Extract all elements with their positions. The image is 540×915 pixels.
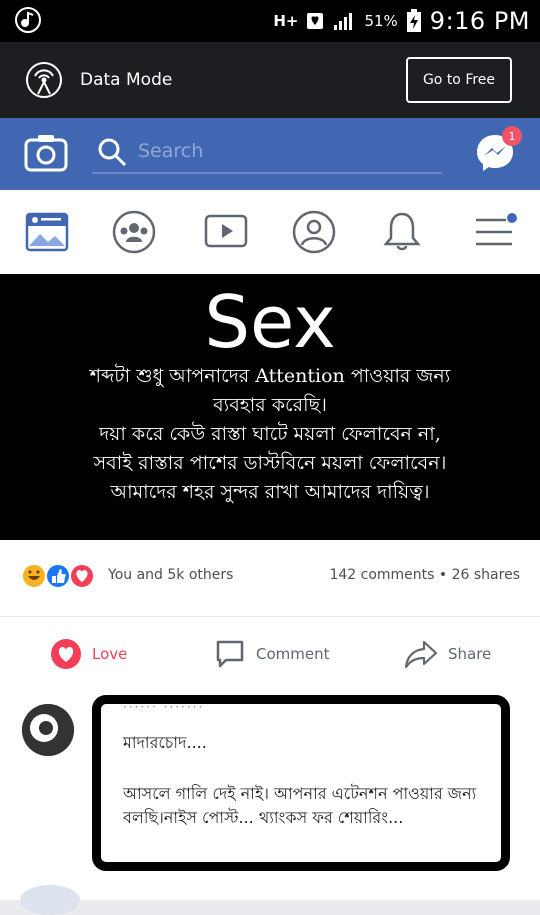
menu-icon[interactable] — [470, 208, 518, 256]
reaction-emojis-icon[interactable] — [20, 562, 102, 590]
camera-icon[interactable] — [24, 132, 68, 172]
app-notification-icon — [14, 6, 42, 34]
comment-icon — [214, 638, 246, 670]
status-bar — [0, 0, 540, 42]
comment-button[interactable] — [214, 637, 330, 671]
search-icon — [96, 136, 128, 168]
comment-text-line2: আসলে গালি দেই নাই। আপনার এটেনশন পাওয়ার জন্য বলছি।নাইস পোস্ট... থ্যাংকস ফর শেয়ারিং... — [123, 784, 477, 827]
shares-count[interactable]: 26 shares — [451, 567, 520, 583]
comment-text-line1: মাদারচোদ.... — [123, 733, 207, 752]
data-mode-bar — [0, 42, 540, 118]
reactions-count-text[interactable]: You and 5k others — [108, 567, 234, 583]
search-placeholder: Search — [138, 140, 204, 162]
search-input[interactable] — [92, 132, 442, 174]
post-text-line: ব্যবহার করেছি। — [213, 394, 327, 416]
reactions-summary — [0, 540, 540, 616]
notification-icon — [306, 12, 324, 30]
post-image[interactable] — [0, 274, 540, 540]
clock: 9:16 PM — [429, 7, 530, 35]
broadcast-icon — [24, 60, 64, 100]
messenger-button[interactable] — [474, 129, 516, 174]
love-button[interactable] — [50, 637, 127, 671]
comment-bubble[interactable] — [92, 695, 510, 871]
go-to-free-button[interactable]: Go to Free — [406, 57, 512, 103]
post-text-line: দয়া করে কেউ রাস্তা ঘাটে ময়লা ফেলাবেন না, — [99, 423, 441, 445]
comment-label: Comment — [256, 645, 330, 663]
commenter-avatar[interactable] — [22, 704, 74, 756]
love-reaction-icon — [50, 638, 82, 670]
signal-icon — [332, 11, 356, 31]
post-text — [0, 362, 540, 507]
post-text-line: আমাদের শহর সুন্দর রাখা আমাদের দায়িত্ব। — [110, 481, 430, 503]
avatar-icon — [22, 704, 74, 756]
share-icon — [404, 638, 438, 670]
data-mode-label: Data Mode — [80, 70, 173, 90]
battery-percent: 51% — [364, 12, 398, 30]
profile-icon[interactable] — [290, 208, 338, 256]
network-type: H+ — [273, 12, 299, 30]
post-text-line: শব্দটা শুধু আপনাদের Attention পাওয়ার জন্য — [89, 365, 451, 387]
love-label: Love — [92, 645, 128, 663]
comments-count[interactable]: 142 comments — [329, 567, 435, 583]
top-bar — [0, 118, 540, 190]
post-text-line: সবাই রাস্তার পাশের ডাস্টবিনে ময়লা ফেলাবেন। — [93, 452, 447, 474]
messenger-badge: 1 — [502, 126, 522, 146]
post-actions — [0, 616, 540, 693]
news-feed-icon[interactable] — [24, 208, 72, 256]
nav-bar — [0, 190, 540, 275]
notifications-bell-icon[interactable] — [378, 208, 426, 256]
battery-charging-icon — [406, 9, 422, 33]
commenter-name[interactable]: ······ ······· — [123, 700, 205, 714]
post-headline: Sex — [204, 280, 336, 364]
watch-video-icon[interactable] — [202, 208, 250, 256]
comments-shares-count[interactable]: 142 comments • 26 shares — [329, 567, 520, 583]
share-label: Share — [448, 645, 492, 663]
share-button[interactable] — [404, 637, 491, 671]
next-comment-avatar[interactable] — [20, 885, 80, 915]
groups-icon[interactable] — [110, 208, 158, 256]
comment-section — [0, 692, 540, 900]
